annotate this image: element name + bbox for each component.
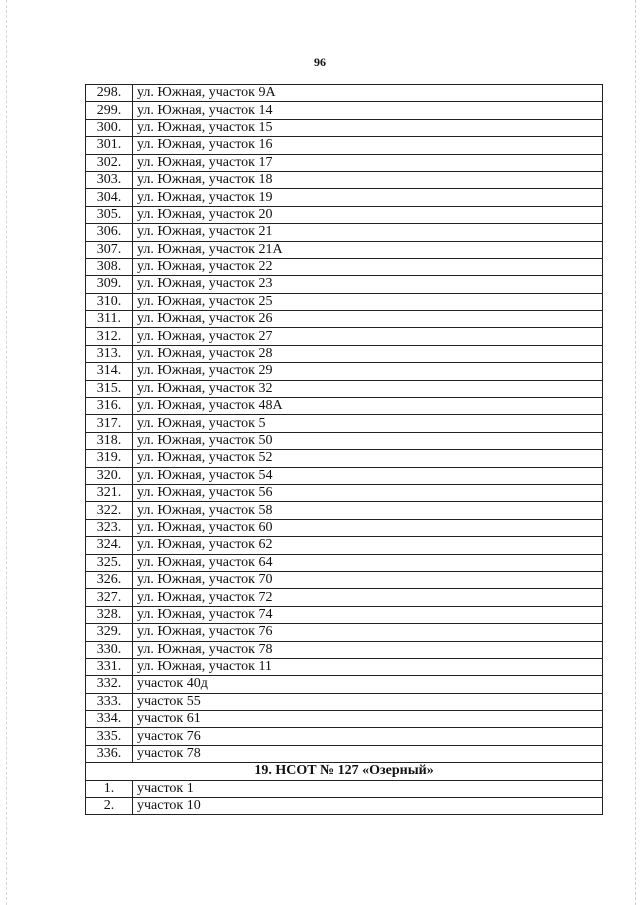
table-row [86, 571, 603, 588]
row-number: 311. [86, 311, 133, 328]
page-number: 96 [314, 55, 326, 69]
table-row [86, 676, 603, 693]
section-title: 19. НСОТ № 127 «Озерный» [86, 763, 603, 780]
section-header-row [86, 763, 603, 780]
row-address: ул. Южная, участок 32 [133, 380, 603, 397]
row-number: 323. [86, 519, 133, 536]
row-number: 315. [86, 380, 133, 397]
row-number: 317. [86, 415, 133, 432]
row-address: ул. Южная, участок 28 [133, 345, 603, 362]
row-address: ул. Южная, участок 56 [133, 484, 603, 501]
table-row [86, 711, 603, 728]
row-number: 331. [86, 658, 133, 675]
row-number: 324. [86, 537, 133, 554]
row-address: ул. Южная, участок 29 [133, 363, 603, 380]
table-row [86, 624, 603, 641]
table-row [86, 154, 603, 171]
row-address: ул. Южная, участок 54 [133, 467, 603, 484]
table-row [86, 363, 603, 380]
row-number: 301. [86, 137, 133, 154]
row-number: 313. [86, 345, 133, 362]
row-number: 298. [86, 85, 133, 102]
table-row [86, 206, 603, 223]
row-number: 332. [86, 676, 133, 693]
table-row [86, 328, 603, 345]
row-address: участок 78 [133, 745, 603, 762]
table-row [86, 311, 603, 328]
table-row [86, 380, 603, 397]
row-address: ул. Южная, участок 62 [133, 537, 603, 554]
row-address: ул. Южная, участок 21 [133, 224, 603, 241]
table-row [86, 345, 603, 362]
row-number: 303. [86, 171, 133, 188]
row-address: ул. Южная, участок 27 [133, 328, 603, 345]
table-row [86, 85, 603, 102]
table-row [86, 658, 603, 675]
row-number: 308. [86, 258, 133, 275]
row-address: ул. Южная, участок 14 [133, 102, 603, 119]
row-number: 2. [86, 798, 133, 815]
row-number: 321. [86, 484, 133, 501]
row-number: 299. [86, 102, 133, 119]
row-address: ул. Южная, участок 60 [133, 519, 603, 536]
row-address: ул. Южная, участок 50 [133, 432, 603, 449]
row-number: 300. [86, 119, 133, 136]
row-address: ул. Южная, участок 20 [133, 206, 603, 223]
row-address: участок 76 [133, 728, 603, 745]
row-address: ул. Южная, участок 72 [133, 589, 603, 606]
table-row [86, 276, 603, 293]
table-row [86, 745, 603, 762]
row-address: участок 10 [133, 798, 603, 815]
row-address: ул. Южная, участок 21А [133, 241, 603, 258]
table-row [86, 606, 603, 623]
table-row [86, 415, 603, 432]
table-row [86, 258, 603, 275]
table-row [86, 641, 603, 658]
row-address: ул. Южная, участок 19 [133, 189, 603, 206]
table-row [86, 432, 603, 449]
table-row [86, 728, 603, 745]
row-address: ул. Южная, участок 16 [133, 137, 603, 154]
row-number: 329. [86, 624, 133, 641]
table-row [86, 554, 603, 571]
row-number: 314. [86, 363, 133, 380]
row-address: ул. Южная, участок 64 [133, 554, 603, 571]
registry-table-body [86, 85, 603, 815]
row-address: ул. Южная, участок 9А [133, 85, 603, 102]
row-number: 333. [86, 693, 133, 710]
row-address: ул. Южная, участок 48А [133, 398, 603, 415]
row-address: ул. Южная, участок 15 [133, 119, 603, 136]
row-address: ул. Южная, участок 74 [133, 606, 603, 623]
row-address: ул. Южная, участок 23 [133, 276, 603, 293]
row-number: 336. [86, 745, 133, 762]
row-address: ул. Южная, участок 17 [133, 154, 603, 171]
registry-table [85, 84, 603, 815]
row-address: ул. Южная, участок 76 [133, 624, 603, 641]
row-address: ул. Южная, участок 18 [133, 171, 603, 188]
scan-left-edge [6, 0, 7, 905]
row-address: ул. Южная, участок 26 [133, 311, 603, 328]
table-row [86, 467, 603, 484]
row-address: участок 1 [133, 780, 603, 797]
row-address: ул. Южная, участок 5 [133, 415, 603, 432]
row-number: 335. [86, 728, 133, 745]
table-row [86, 693, 603, 710]
row-address: участок 61 [133, 711, 603, 728]
row-number: 334. [86, 711, 133, 728]
row-number: 312. [86, 328, 133, 345]
row-number: 307. [86, 241, 133, 258]
row-number: 310. [86, 293, 133, 310]
table-row [86, 137, 603, 154]
table-row [86, 171, 603, 188]
table-row [86, 293, 603, 310]
table-row [86, 102, 603, 119]
row-number: 319. [86, 450, 133, 467]
table-row [86, 241, 603, 258]
row-number: 302. [86, 154, 133, 171]
table-row [86, 589, 603, 606]
scan-right-edge [635, 0, 636, 905]
row-address: ул. Южная, участок 58 [133, 502, 603, 519]
row-number: 327. [86, 589, 133, 606]
table-row [86, 798, 603, 815]
row-address: ул. Южная, участок 22 [133, 258, 603, 275]
row-address: ул. Южная, участок 78 [133, 641, 603, 658]
row-address: ул. Южная, участок 25 [133, 293, 603, 310]
table-row [86, 224, 603, 241]
table-row [86, 537, 603, 554]
table-row [86, 780, 603, 797]
row-number: 305. [86, 206, 133, 223]
row-number: 326. [86, 571, 133, 588]
row-number: 309. [86, 276, 133, 293]
row-number: 328. [86, 606, 133, 623]
row-address: ул. Южная, участок 70 [133, 571, 603, 588]
table-row [86, 119, 603, 136]
row-address: участок 55 [133, 693, 603, 710]
row-address: ул. Южная, участок 52 [133, 450, 603, 467]
table-row [86, 519, 603, 536]
table-row [86, 502, 603, 519]
row-address: ул. Южная, участок 11 [133, 658, 603, 675]
row-number: 318. [86, 432, 133, 449]
row-number: 316. [86, 398, 133, 415]
table-row [86, 189, 603, 206]
row-address: участок 40д [133, 676, 603, 693]
table-row [86, 484, 603, 501]
row-number: 320. [86, 467, 133, 484]
row-number: 1. [86, 780, 133, 797]
table-row [86, 450, 603, 467]
table-row [86, 398, 603, 415]
row-number: 322. [86, 502, 133, 519]
row-number: 306. [86, 224, 133, 241]
row-number: 304. [86, 189, 133, 206]
row-number: 325. [86, 554, 133, 571]
row-number: 330. [86, 641, 133, 658]
